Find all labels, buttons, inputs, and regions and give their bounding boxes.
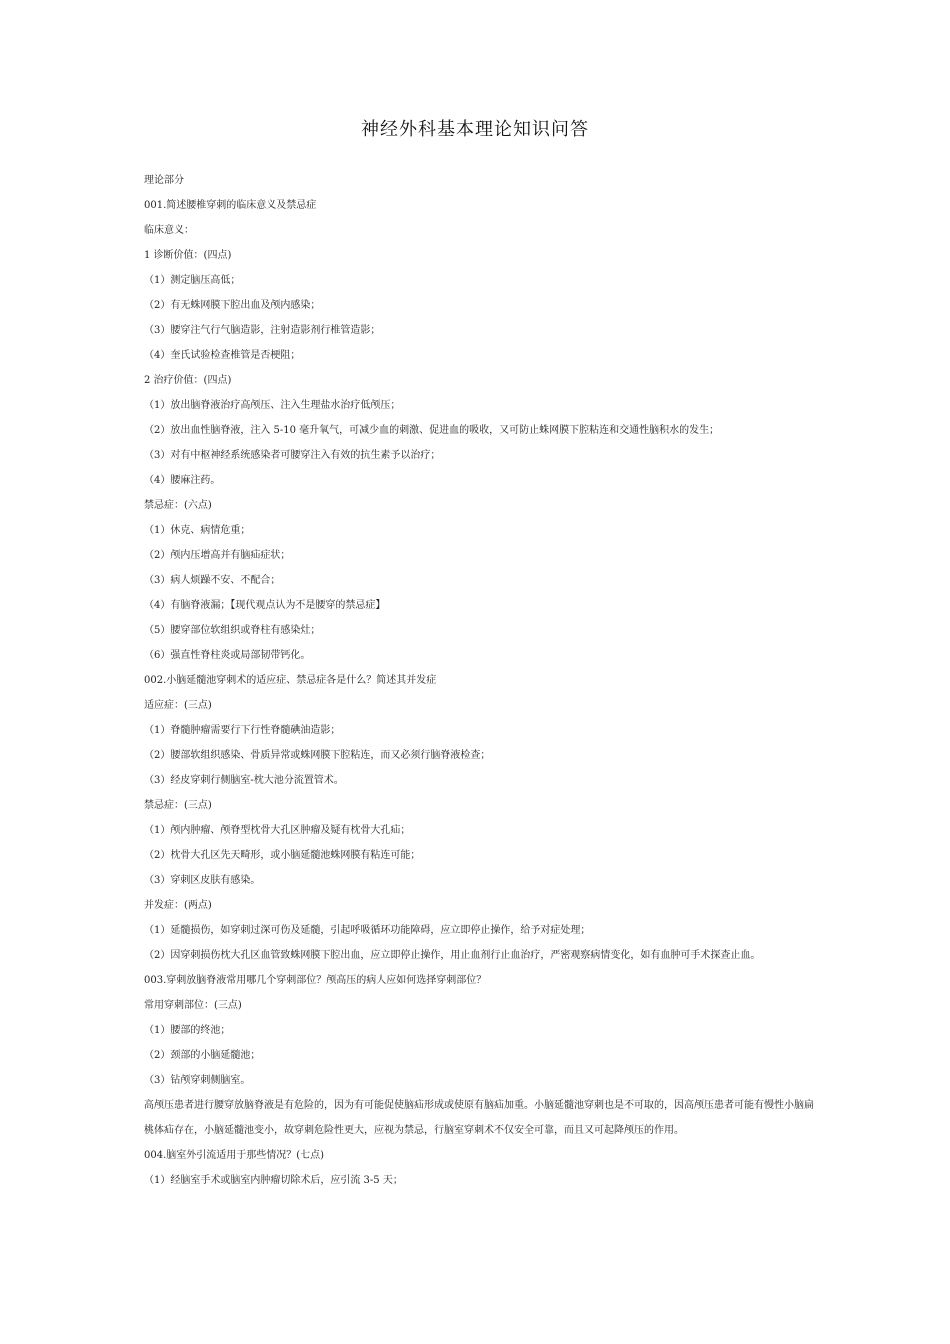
list-item: （2）颅内压增高并有脑疝症状； (144, 550, 291, 561)
list-item: （1）脊髓肿瘤需要行下行性脊髓碘油造影； (144, 725, 341, 736)
list-item: （3）腰穿注气行气脑造影，注射造影剂行椎管造影； (144, 325, 381, 336)
subheading: 2 治疗价值：(四点) (144, 375, 232, 386)
question-heading: 001.简述腰椎穿刺的临床意义及禁忌症 (144, 200, 317, 211)
list-item: （5）腰穿部位软组织或脊柱有感染灶； (144, 625, 321, 636)
list-item: （2）腰部软组织感染、骨质异常或蛛网膜下腔粘连，而又必须行脑脊液检查； (144, 750, 491, 761)
document-title: 神经外科基本理论知识问答 (361, 119, 589, 140)
list-item: （6）强直性脊柱炎或局部韧带钙化。 (144, 650, 311, 661)
list-item: （4）奎氏试验检查椎管是否梗阻； (144, 350, 301, 361)
subheading: 临床意义： (144, 225, 194, 236)
list-item: （1）测定脑压高低； (144, 275, 241, 286)
list-item: （3）对有中枢神经系统感染者可腰穿注入有效的抗生素予以治疗； (144, 450, 441, 461)
document-body (144, 168, 814, 1193)
list-item: （2）因穿刺损伤枕大孔区血管致蛛网膜下腔出血，应立即停止操作，用止血剂行止血治疗，严密观察病情变化，如有血肿可手术探查止血。 (144, 950, 761, 961)
question-heading: 002.小脑延髓池穿刺术的适应症、禁忌症各是什么？简述其并发症 (144, 675, 437, 686)
list-item: （2）放出血性脑脊液，注入 5-10 毫升氧气，可减少血的刺激、促进血的吸收，又可防止蛛网膜下腔粘连和交通性脑积水的发生； (144, 425, 720, 436)
list-item: （1）休克、病情危重； (144, 525, 251, 536)
list-item: （1）延髓损伤，如穿刺过深可伤及延髓，引起呼吸循环功能障碍，应立即停止操作，给予对症处理； (144, 925, 591, 936)
list-item: （3）经皮穿刺行侧脑室-枕大池分流置管术。 (144, 775, 344, 786)
list-item: （1）颅内肿瘤、颅脊型枕骨大孔区肿瘤及疑有枕骨大孔疝； (144, 825, 411, 836)
subheading: 适应症：(三点) (144, 700, 212, 711)
list-item: （4）有脑脊液漏；【现代观点认为不是腰穿的禁忌症】 (144, 600, 386, 611)
subheading: 并发症：(两点) (144, 900, 212, 911)
list-item: （4）腰麻注药。 (144, 475, 221, 486)
subheading: 常用穿刺部位：(三点) (144, 1000, 242, 1011)
list-item: （2）颈部的小脑延髓池； (144, 1050, 261, 1061)
question-heading: 004.脑室外引流适用于那些情况？(七点) (144, 1150, 325, 1161)
list-item: （1）放出脑脊液治疗高颅压、注入生理盐水治疗低颅压； (144, 400, 401, 411)
list-item: （1）腰部的终池； (144, 1025, 231, 1036)
list-item: （2）枕骨大孔区先天畸形，或小脑延髓池蛛网膜有粘连可能； (144, 850, 421, 861)
subheading: 禁忌症：(三点) (144, 800, 212, 811)
subheading: 1 诊断价值：(四点) (144, 250, 232, 261)
list-item: （3）钻颅穿刺侧脑室。 (144, 1075, 251, 1086)
list-item: （3）穿刺区皮肤有感染。 (144, 875, 261, 886)
subheading: 禁忌症：(六点) (144, 500, 212, 511)
question-heading: 003.穿刺放脑脊液常用哪几个穿刺部位？颅高压的病人应如何选择穿刺部位？ (144, 975, 487, 986)
list-item: （2）有无蛛网膜下腔出血及颅内感染； (144, 300, 321, 311)
paragraph: 高颅压患者进行腰穿放脑脊液是有危险的，因为有可能促使脑疝形成或使原有脑疝加重。小脑延髓池穿刺也是不可取的，因高颅压患者可能有慢性小脑扁桃体疝存在，小脑延髓池变小，故穿刺危险性更大，应视为禁忌，行脑室穿刺术不仅安全可靠，而且又可起降颅压的作用。 (144, 1100, 814, 1136)
list-item: （1）经脑室手术或脑室内肿瘤切除术后，应引流 3-5 天； (144, 1175, 403, 1186)
section-heading: 理论部分 (144, 175, 184, 186)
list-item: （3）病人烦躁不安、不配合； (144, 575, 281, 586)
